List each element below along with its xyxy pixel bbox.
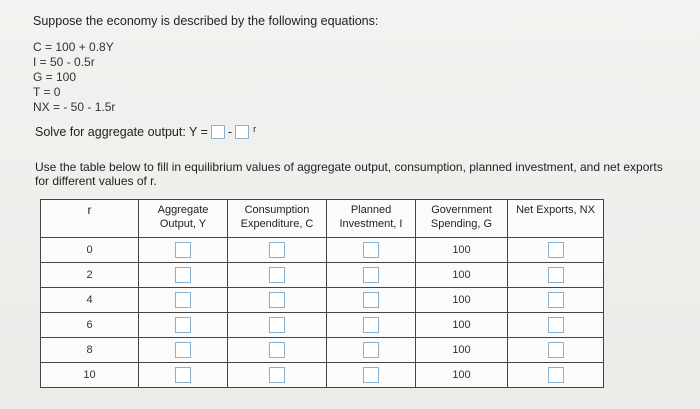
header-consumption: Consumption Expenditure, C [228, 200, 327, 238]
consumption-input[interactable] [269, 367, 285, 383]
output-input[interactable] [175, 292, 191, 308]
solve-label: Solve for aggregate output: Y = [35, 125, 208, 139]
government-value: 100 [416, 338, 508, 363]
output-input[interactable] [175, 317, 191, 333]
net-exports-input[interactable] [548, 317, 564, 333]
investment-input[interactable] [363, 242, 379, 258]
r-value: 2 [41, 263, 139, 288]
output-input[interactable] [175, 342, 191, 358]
net-exports-input[interactable] [548, 242, 564, 258]
table-row [41, 263, 604, 288]
r-value: 10 [41, 363, 139, 388]
investment-input[interactable] [363, 267, 379, 283]
investment-input[interactable] [363, 367, 379, 383]
government-value: 100 [416, 238, 508, 263]
solve-suffix-r: r [253, 124, 257, 134]
r-value: 6 [41, 313, 139, 338]
consumption-input[interactable] [269, 292, 285, 308]
output-input[interactable] [175, 242, 191, 258]
table-row [41, 313, 604, 338]
constant-answer-input[interactable] [211, 125, 225, 139]
equation-consumption: C = 100 + 0.8Y [33, 40, 114, 54]
r-value: 8 [41, 338, 139, 363]
solve-output-row [35, 125, 256, 139]
header-output: Aggregate Output, Y [139, 200, 228, 238]
header-r: r [41, 200, 139, 238]
solve-minus: - [227, 125, 233, 139]
table-header-row [41, 200, 604, 238]
header-investment: Planned Investment, I [327, 200, 416, 238]
net-exports-input[interactable] [548, 367, 564, 383]
government-value: 100 [416, 363, 508, 388]
government-value: 100 [416, 288, 508, 313]
question-intro: Suppose the economy is described by the following equations: [33, 14, 379, 28]
coefficient-answer-input[interactable] [235, 125, 249, 139]
output-input[interactable] [175, 367, 191, 383]
output-input[interactable] [175, 267, 191, 283]
table-row [41, 338, 604, 363]
equation-taxes: T = 0 [33, 85, 61, 99]
table-row [41, 363, 604, 388]
equation-investment: I = 50 - 0.5r [33, 55, 95, 69]
net-exports-input[interactable] [548, 342, 564, 358]
table-row [41, 288, 604, 313]
investment-input[interactable] [363, 317, 379, 333]
header-government: Government Spending, G [416, 200, 508, 238]
net-exports-input[interactable] [548, 292, 564, 308]
government-value: 100 [416, 263, 508, 288]
consumption-input[interactable] [269, 267, 285, 283]
consumption-input[interactable] [269, 342, 285, 358]
table-row [41, 238, 604, 263]
consumption-input[interactable] [269, 242, 285, 258]
investment-input[interactable] [363, 342, 379, 358]
net-exports-input[interactable] [548, 267, 564, 283]
consumption-input[interactable] [269, 317, 285, 333]
table-instruction: Use the table below to fill in equilibrium values of aggregate output, consumption, planned investment, and net exports for different values of r. [35, 160, 663, 188]
investment-input[interactable] [363, 292, 379, 308]
equilibrium-table [40, 199, 604, 388]
header-net-exports: Net Exports, NX [508, 200, 604, 238]
r-value: 4 [41, 288, 139, 313]
government-value: 100 [416, 313, 508, 338]
r-value: 0 [41, 238, 139, 263]
equation-government: G = 100 [33, 70, 77, 84]
equation-net-exports: NX = - 50 - 1.5r [33, 100, 116, 114]
